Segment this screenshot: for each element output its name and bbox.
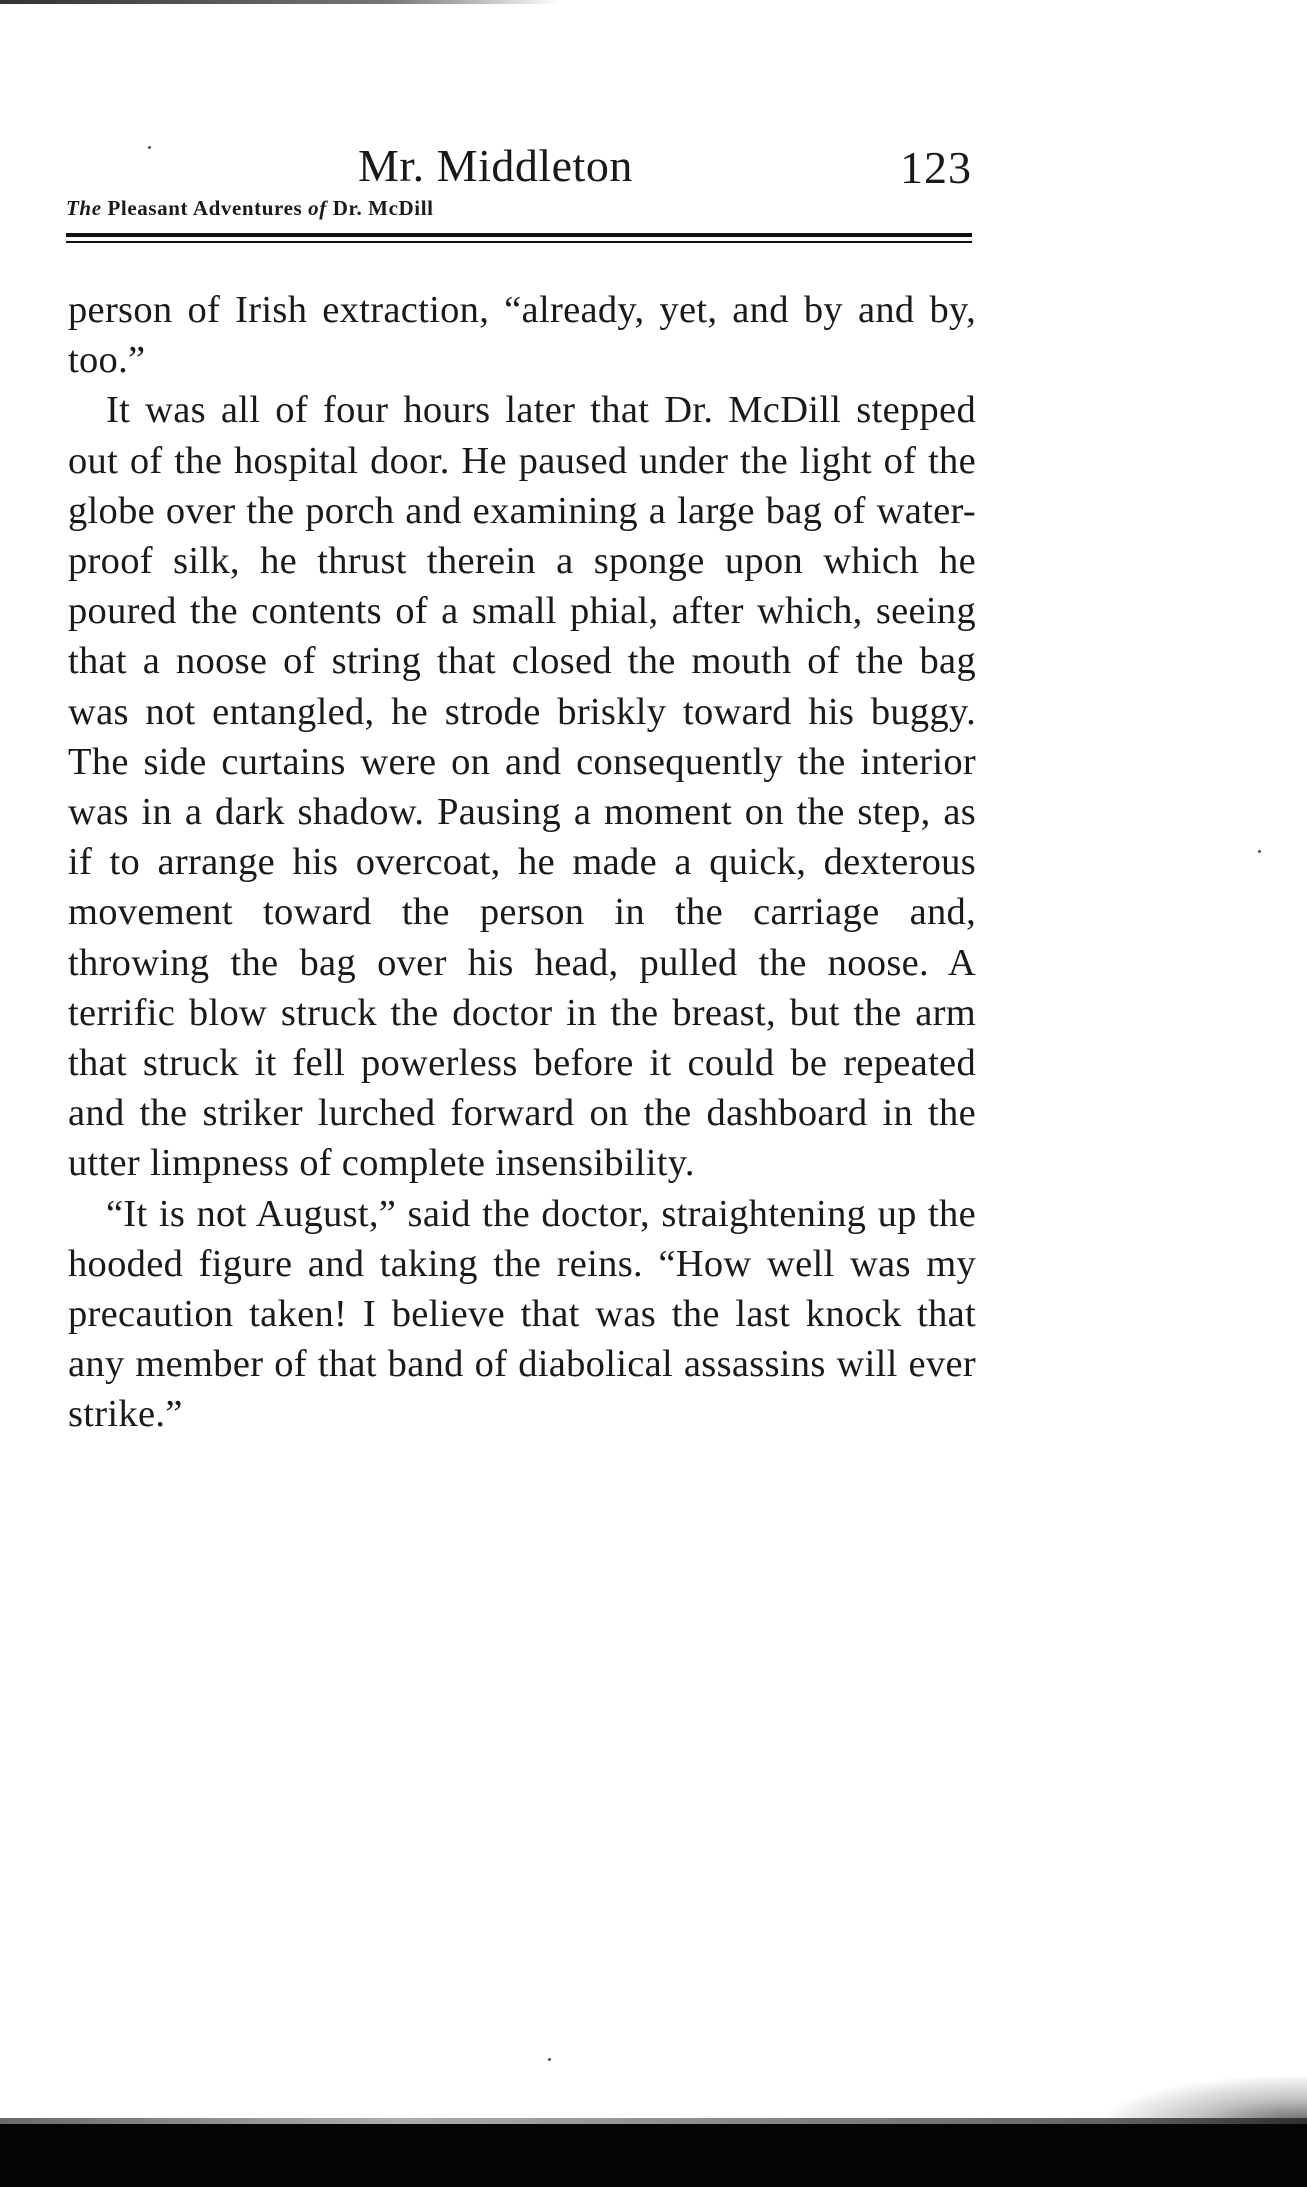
running-title: Mr. Middleton (358, 140, 633, 191)
paragraph-hospital: It was all of four hours later that Dr. McDill stepped out of the hospital door. He paused under the light of the globe over the porch and examining a large bag of water-proof silk, he thrust therein a sponge upon which he poured the contents of a small phial, after which, seeing that a noose of string that closed the mouth of the bag was not entangled, he strode briskly toward his buggy. The side curtains were on and consequently the interior was in a dark shadow. Pausing a moment on the step, as if to arrange his overcoat, he made a quick, dexterous movement toward the person in the carriage and, throwing the bag over his head, pulled the noose. A terrific blow struck the doctor in the breast, but the arm that struck it fell powerless before it could be repeated and the striker lurched forward on the dashboard in the utter limpness of complete insensibility. (68, 389, 976, 1185)
running-subtitle (66, 196, 434, 221)
subtitle-end: Dr. McDill (332, 196, 434, 220)
stray-mark (548, 2058, 551, 2061)
paragraph-continuation: person of Irish extraction, “already, yet, and by and by, too.” (68, 289, 976, 382)
scan-top-edge (0, 0, 560, 4)
page-header (66, 138, 972, 258)
stray-mark (148, 146, 151, 149)
body-text (68, 285, 976, 1440)
header-rule-thin (66, 241, 972, 243)
subtitle-of: of (308, 196, 327, 220)
header-rule-thick (66, 233, 972, 237)
paragraph-not-august: “It is not August,” said the doctor, straightening up the hooded figure and taking the reins. “How well was my precaution taken! I believe that was the last knock that any member of that band of diabolical assassins will ever strike.” (68, 1192, 976, 1436)
subtitle-mid: Pleasant Adventures (107, 196, 303, 220)
scan-bottom-edge (0, 2124, 1307, 2187)
stray-mark (1258, 850, 1261, 853)
subtitle-the: The (66, 196, 102, 220)
page-number: 123 (900, 142, 972, 193)
